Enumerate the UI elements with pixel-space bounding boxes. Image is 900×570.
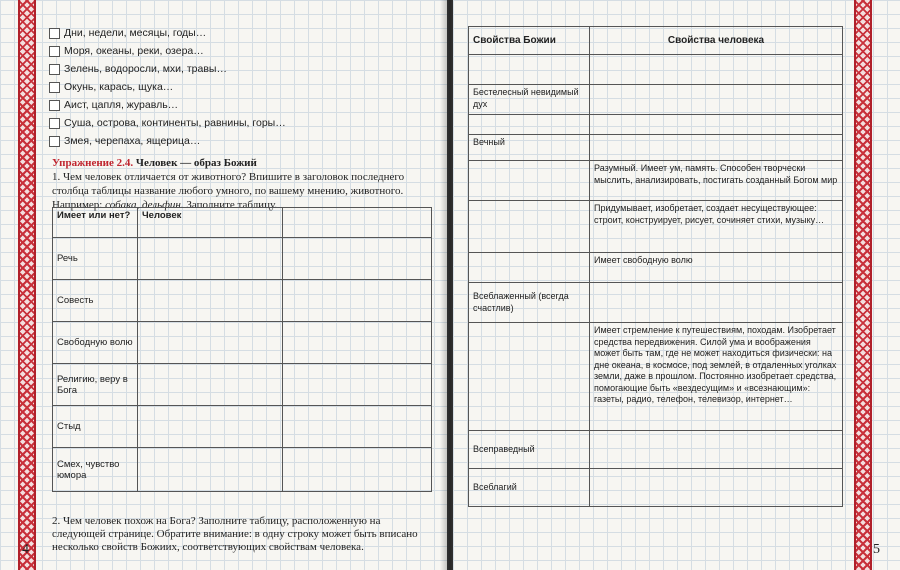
table-row: Совесть: [53, 280, 432, 322]
table-cell[interactable]: [138, 238, 283, 280]
table-cell[interactable]: [138, 448, 283, 492]
table-header: Свойства Божии: [469, 27, 590, 55]
table-row: Имеет стремление к путешествиям, походам. Изобретает средства передвижения. Силой ума и воображения может быть там, где не может находиться физически: на дне океана, в космосе, под землей, в отдаленных уголках земли, даже в прошлом. Постоянно изобретает средства, помогающие быть «вездесущим» и «всезнающим»: газеты, радио, телефон, телевизор, интернет…: [469, 323, 843, 431]
table-cell[interactable]: [283, 280, 432, 322]
checkbox[interactable]: [49, 64, 60, 75]
table-cell[interactable]: [283, 322, 432, 364]
checkbox[interactable]: [49, 118, 60, 129]
table-cell[interactable]: [283, 448, 432, 492]
table-header: Человек: [138, 208, 283, 238]
table-row: Стыд: [53, 406, 432, 448]
table-row: Всеправедный: [469, 431, 843, 469]
right-page: [453, 0, 900, 570]
checklist-item: Аист, цапля, журавль…: [49, 96, 286, 114]
table-row: Вечный: [469, 135, 843, 161]
table-cell[interactable]: [138, 280, 283, 322]
table-cell[interactable]: [138, 364, 283, 406]
table-row: Всеблаженный (всегда счастлив): [469, 283, 843, 323]
table-row: [469, 55, 843, 85]
ornament-border-right: [854, 0, 872, 570]
checklist-item: Моря, океаны, реки, озера…: [49, 42, 286, 60]
checklist-item: Зелень, водоросли, мхи, травы…: [49, 60, 286, 78]
table-row: Всеблагий: [469, 469, 843, 507]
table-header: Свойства человека: [590, 27, 843, 55]
table-row: Религию, веру в Бога: [53, 364, 432, 406]
table-row: Свободную волю: [53, 322, 432, 364]
god-human-properties-table: [468, 26, 843, 507]
table-cell[interactable]: [283, 406, 432, 448]
checklist-item: Дни, недели, месяцы, годы…: [49, 24, 286, 42]
ornament-border-left: [18, 0, 36, 570]
checklist: [49, 24, 286, 150]
table-cell[interactable]: [283, 364, 432, 406]
table-row: Придумывает, изобретает, создает несуществующее: строит, конструирует, рисует, сочиняет стихи, музыку…: [469, 201, 843, 253]
exercise-text: Упражнение 2.4. Человек — образ Божий 1. Чем человек отличается от животного? Впишите в заголовок последнего столбца таблицы название любого умного, по вашему мнению, животного. Например: собака, дельфин. Заполните таблицу.: [52, 157, 405, 211]
left-page: [0, 0, 447, 570]
animal-comparison-table: [52, 207, 432, 492]
checklist-item: Окунь, карась, щука…: [49, 78, 286, 96]
page-number: 5: [873, 542, 880, 557]
table-row: Бестелесный невидимый дух: [469, 85, 843, 115]
table-row: Разумный. Имеет ум, память. Способен творчески мыслить, анализировать, постигать созданный Богом мир: [469, 161, 843, 201]
table-header: Имеет или нет?: [53, 208, 138, 238]
checkbox[interactable]: [49, 82, 60, 93]
table-header-animal[interactable]: [283, 208, 432, 238]
exercise-title: Упражнение 2.4.: [52, 157, 134, 169]
table-row: Смех, чувство юмора: [53, 448, 432, 492]
table-row: Речь: [53, 238, 432, 280]
checkbox[interactable]: [49, 136, 60, 147]
checkbox[interactable]: [49, 46, 60, 57]
table-cell[interactable]: [138, 406, 283, 448]
checklist-item: Суша, острова, континенты, равнины, горы…: [49, 114, 286, 132]
table-row: Имеет свободную волю: [469, 253, 843, 283]
checkbox[interactable]: [49, 28, 60, 39]
table-row: [469, 115, 843, 135]
exercise-name: Человек — образ Божий: [135, 157, 257, 169]
checkbox[interactable]: [49, 100, 60, 111]
table-cell[interactable]: [283, 238, 432, 280]
checklist-item: Змея, черепаха, ящерица…: [49, 132, 286, 150]
page-number: 4: [22, 542, 29, 557]
table-cell[interactable]: [138, 322, 283, 364]
task-2-text: 2. Чем человек похож на Бога? Заполните таблицу, расположенную на следующей странице. Обратите внимание: в одну строку может быть вписано несколько свойств Божиих, соответствующих свойствам человека.: [52, 515, 418, 553]
